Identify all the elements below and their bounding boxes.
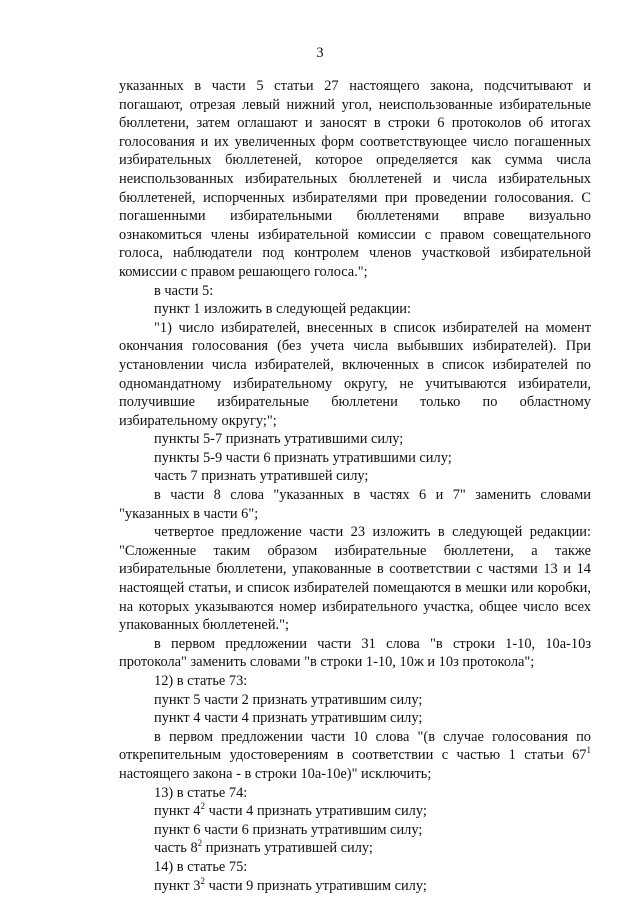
superscript: 1 xyxy=(586,745,591,756)
text-run: признать утратившей силу; xyxy=(202,840,373,857)
superscript: 2 xyxy=(200,801,205,812)
paragraph xyxy=(119,839,591,858)
text-run: части 4 признать утратившим силу; xyxy=(204,803,427,820)
paragraph: пункт 1 изложить в следующей редакции: xyxy=(154,301,411,318)
paragraph: четвертое предложение части 23 изложить в следующей редакции: "Сложенные таким образом избирательные бюллетени, а также избирательные бюллетени, упакованные в соответствии с частями 13 и 14 настоящей статьи, и список избирателей помещаются в мешки или коробки, на которых указываются номер избирательного участка, общее число всех упакованных бюллетеней."; xyxy=(119,524,591,634)
text-run: часть 8 xyxy=(154,840,198,857)
page-number: 3 xyxy=(316,45,324,61)
paragraph xyxy=(119,877,591,896)
paragraph: "1) число избирателей, внесенных в список избирателей на момент окончания голосования (без учета числа выбывших избирателей). При установлении числа избирателей, включенных в список избирателей по одномандатному избирательному округу, не учитываются избиратели, получившие избирательные бюллетени только по областному избирательному округу;"; xyxy=(119,319,591,429)
paragraph: 14) в статье 75: xyxy=(154,858,248,875)
paragraph: 13) в статье 74: xyxy=(154,784,248,801)
paragraph: пункт 6 части 6 признать утратившим силу; xyxy=(154,821,423,838)
text-run: части 9 признать утратившим силу; xyxy=(204,877,427,894)
paragraph: пункты 5-9 части 6 признать утратившими силу; xyxy=(154,449,452,466)
document-body xyxy=(119,77,591,895)
paragraph: пункт 5 части 2 признать утратившим силу; xyxy=(154,691,423,708)
paragraph: в части 8 слова "указанных в частях 6 и 7" заменить словами "указанных в части 6"; xyxy=(119,487,591,522)
paragraph: указанных в части 5 статьи 27 настоящего закона, подсчитывают и погашают, отрезая левый нижний угол, неиспользованные избирательные бюллетени, затем оглашают и заносят в строки 6 протоколов об итогах голосования и их увеличенных форм соответствующее число погашенных избирательных бюллетеней, которое определяется как сумма числа неиспользованных избирательных бюллетеней и числа избирательных бюллетеней, испорченных избирателями при проведении голосования. С погашенными избирательными бюллетенями вправе визуально ознакомиться члены избирательной комиссии с правом совещательного голоса, наблюдатели под контролем членов участковой избирательной комиссии с правом решающего голоса."; xyxy=(119,78,591,280)
paragraph xyxy=(119,802,591,821)
paragraph xyxy=(119,728,591,784)
text-run: настоящего закона - в строки 10а-10е)" исключить; xyxy=(119,765,432,782)
text-run: пункт 4 xyxy=(154,803,201,820)
superscript: 2 xyxy=(197,838,203,849)
text-run: пункт 3 xyxy=(154,877,201,894)
paragraph: 12) в статье 73: xyxy=(154,673,248,689)
text-run: в первом предложении части 10 слова "(в случае голосования по открепительным удостоверениям в соответствии с частью 1 статьи 67 xyxy=(119,728,591,764)
paragraph: часть 7 признать утратившей силу; xyxy=(154,468,369,485)
paragraph: в первом предложении части 31 слова "в строки 1-10, 10а-10з протокола" заменить словами "в строки 1-10, 10ж и 10з протокола"; xyxy=(119,635,591,671)
paragraph: в части 5: xyxy=(154,282,214,299)
paragraph: пункт 4 части 4 признать утратившим силу; xyxy=(154,710,423,727)
paragraph: пункты 5-7 признать утратившими силу; xyxy=(154,431,404,448)
superscript: 2 xyxy=(200,875,205,886)
